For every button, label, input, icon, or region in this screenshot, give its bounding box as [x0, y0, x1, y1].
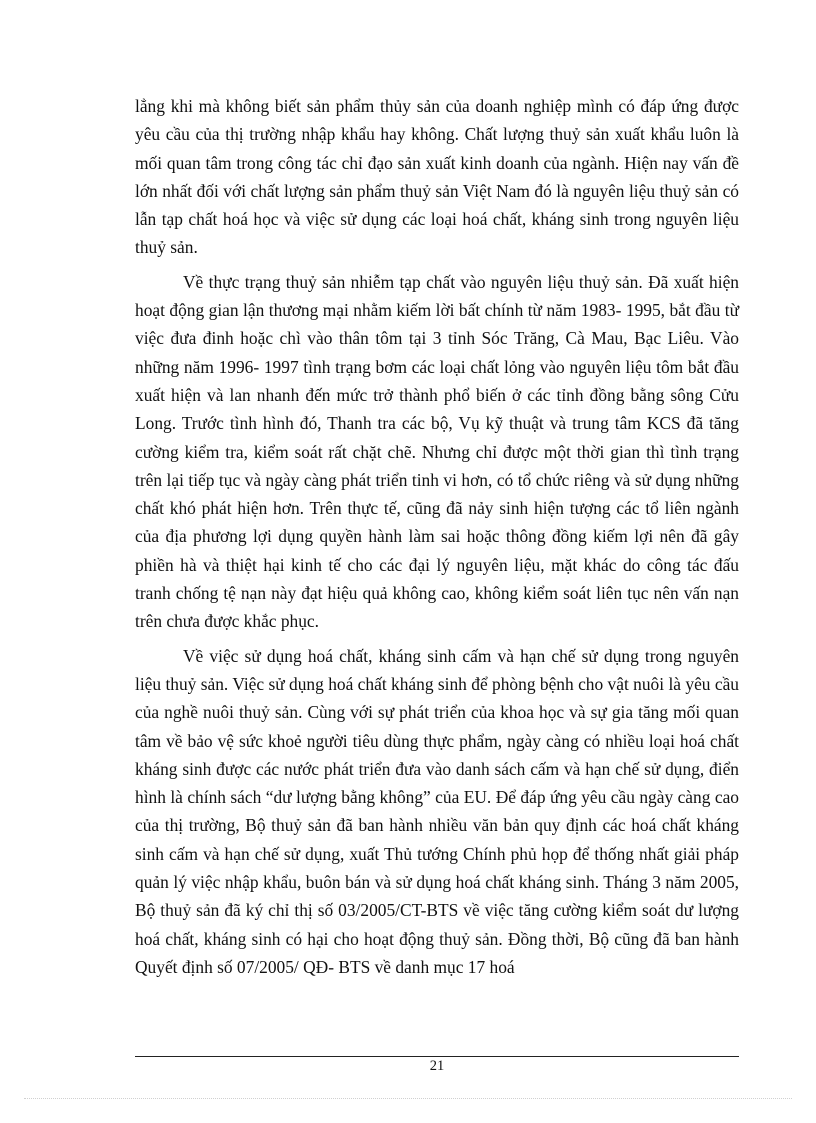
- page-bottom-border: [24, 1098, 792, 1099]
- paragraph-1: lẳng khi mà không biết sản phẩm thủy sản của doanh nghiệp mình có đáp ứng được yêu cầu của thị trường nhập khẩu hay không. Chất lượng thuỷ sản xuất khẩu luôn là mối quan tâm trong công tác chỉ đạo sản xuất kinh doanh của ngành. Hiện nay vấn đề lớn nhất đối với chất lượng sản phẩm thuỷ sản Việt Nam đó là nguyên liệu thuỷ sản có lẫn tạp chất hoá học và việc sử dụng các loại hoá chất, kháng sinh trong nguyên liệu thuỷ sản.: [135, 96, 739, 258]
- paragraph-2: Về thực trạng thuỷ sản nhiễm tạp chất vào nguyên liệu thuỷ sản. Đã xuất hiện hoạt động gian lận thương mại nhằm kiếm lời bất chính từ năm 1983- 1995, bắt đầu từ việc đưa đinh hoặc chì vào thân tôm tại 3 tỉnh Sóc Trăng, Cà Mau, Bạc Liêu. Vào những năm 1996- 1997 tình trạng bơm các loại chất lỏng vào nguyên liệu tôm bắt đầu xuất hiện và lan nhanh đến mức trở thành phổ biến ở các tỉnh đồng bằng sông Cửu Long. Trước tình hình đó, Thanh tra các bộ, Vụ kỹ thuật và trung tâm KCS đã tăng cường kiểm tra, kiểm soát rất chặt chẽ. Nhưng chỉ được một thời gian thì tình trạng trên lại tiếp tục và ngày càng phát triển tinh vi hơn, có tổ chức riêng và sử dụng những chất khó phát hiện hơn. Trên thực tế, cũng đã nảy sinh hiện tượng các tổ liên ngành của địa phương lợi dụng quyền hành làm sai hoặc thông đồng kiếm lợi nên đã gây phiền hà và thiệt hại kinh tế cho các đại lý nguyên liệu, mặt khác do công tác đấu tranh chống tệ nạn này đạt hiệu quả không cao, không kiểm soát liên tục nên vấn nạn trên chưa được khắc phục.: [135, 271, 739, 632]
- paragraph-3: Về việc sử dụng hoá chất, kháng sinh cấm và hạn chế sử dụng trong nguyên liệu thuỷ sản. Việc sử dụng hoá chất kháng sinh để phòng bệnh cho vật nuôi là yêu cầu của nghề nuôi thuỷ sản. Cùng với sự phát triển của khoa học và sự gia tăng mối quan tâm về bảo vệ sức khoẻ người tiêu dùng thực phẩm, ngày càng có nhiều loại hoá chất kháng sinh được các nước phát triển đưa vào danh sách cấm và hạn chế sử dụng, điển hình là chính sách “dư lượng bằng không” của EU. Để đáp ứng yêu cầu ngày càng cao của thị trường, Bộ thuỷ sản đã ban hành nhiều văn bản quy định các hoá chất kháng sinh cấm và hạn chế sử dụng, xuất Thủ tướng Chính phủ họp để thống nhất giải pháp quản lý việc nhập khẩu, buôn bán và sử dụng hoá chất kháng sinh. Tháng 3 năm 2005, Bộ thuỷ sản đã ký chỉ thị số 03/2005/CT-BTS về việc tăng cường kiểm soát dư lượng hoá chất, kháng sinh có hại cho hoạt động thuỷ sản. Đồng thời, Bộ cũng đã ban hành Quyết định số 07/2005/ QĐ- BTS về danh mục 17 hoá: [135, 645, 739, 977]
- body-text: [135, 92, 739, 987]
- page-number: 21: [429, 1058, 445, 1074]
